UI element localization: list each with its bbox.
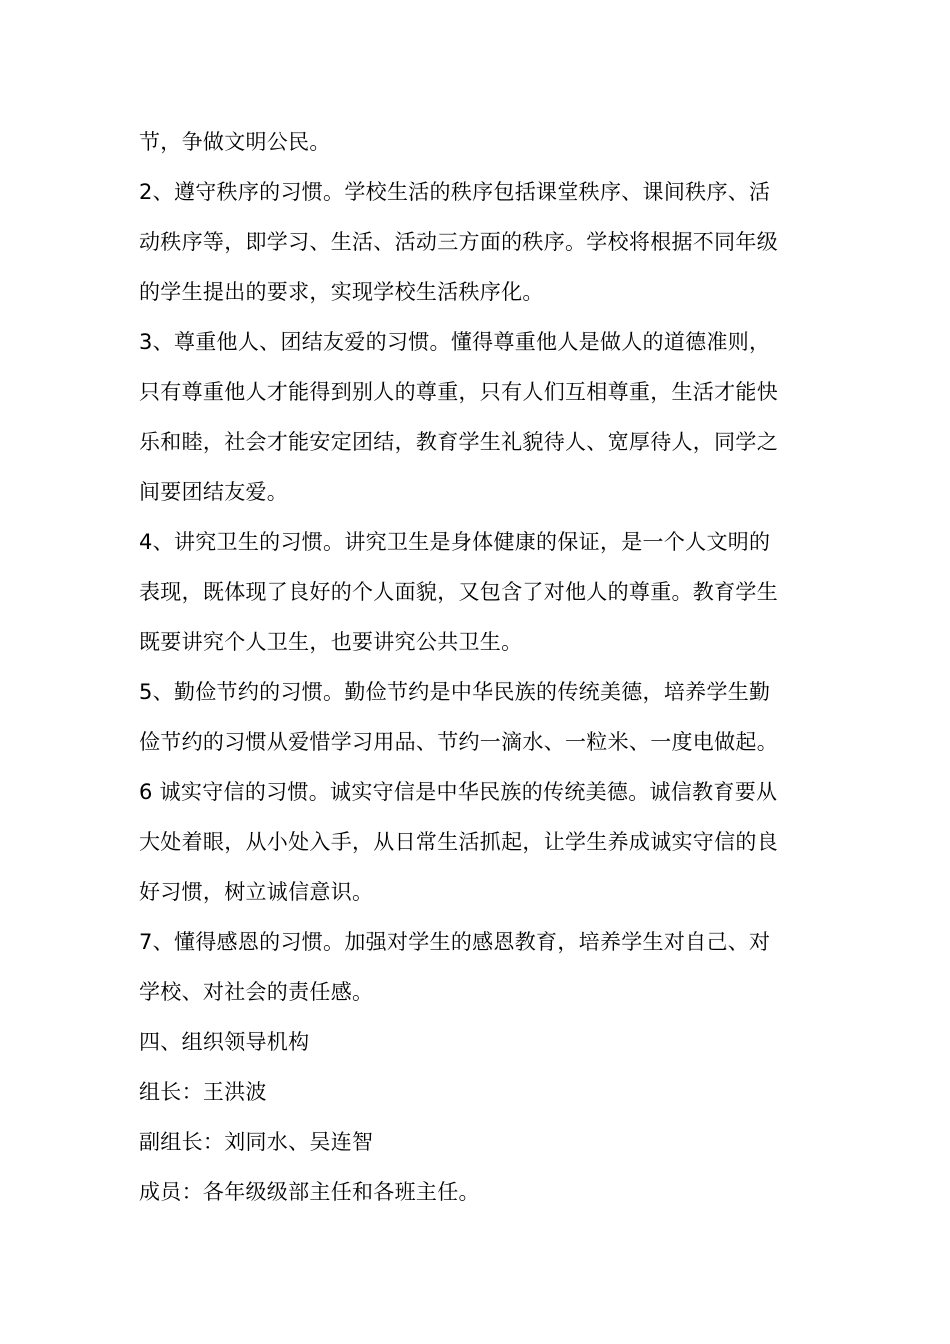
text-line: 成员：各年级级部主任和各班主任。 [139,1180,480,1204]
text-line: 节，争做文明公民。 [139,130,331,154]
document-body [139,117,829,1217]
text-line: 的学生提出的要求，实现学校生活秩序化。 [139,280,544,304]
text-line: 动秩序等，即学习、生活、活动三方面的秩序。学校将根据不同年级 [139,230,778,254]
text-line: 表现，既体现了良好的个人面貌，又包含了对他人的尊重。教育学生 [139,580,778,604]
text-line: 组长：王洪波 [139,1080,267,1104]
text-line: 2、遵守秩序的习惯。学校生活的秩序包括课堂秩序、课间秩序、活 [139,180,771,204]
text-line: 俭节约的习惯从爱惜学习用品、节约一滴水、一粒米、一度电做起。 [139,730,778,754]
text-line: 3、尊重他人、团结友爱的习惯。懂得尊重他人是做人的道德准则， [139,330,771,354]
text-line: 只有尊重他人才能得到别人的尊重，只有人们互相尊重，生活才能快 [139,380,778,404]
text-line: 大处着眼，从小处入手，从日常生活抓起，让学生养成诚实守信的良 [139,830,778,854]
text-line: 既要讲究个人卫生，也要讲究公共卫生。 [139,630,523,654]
text-line: 间要团结友爱。 [139,480,289,504]
text-line: 5、勤俭节约的习惯。勤俭节约是中华民族的传统美德，培养学生勤 [139,680,771,704]
section-heading: 四、组织领导机构 [139,1030,310,1054]
text-line: 学校、对社会的责任感。 [139,980,374,1004]
text-line: 副组长：刘同水、吴连智 [139,1130,374,1154]
text-line: 4、讲究卫生的习惯。讲究卫生是身体健康的保证，是一个人文明的 [139,530,771,554]
text-line: 6 诚实守信的习惯。诚实守信是中华民族的传统美德。诚信教育要从 [139,780,778,804]
text-line: 7、懂得感恩的习惯。加强对学生的感恩教育，培养学生对自己、对 [139,930,771,954]
text-line: 好习惯，树立诚信意识。 [139,880,374,904]
text-line: 乐和睦，社会才能安定团结，教育学生礼貌待人、宽厚待人，同学之 [139,430,778,454]
